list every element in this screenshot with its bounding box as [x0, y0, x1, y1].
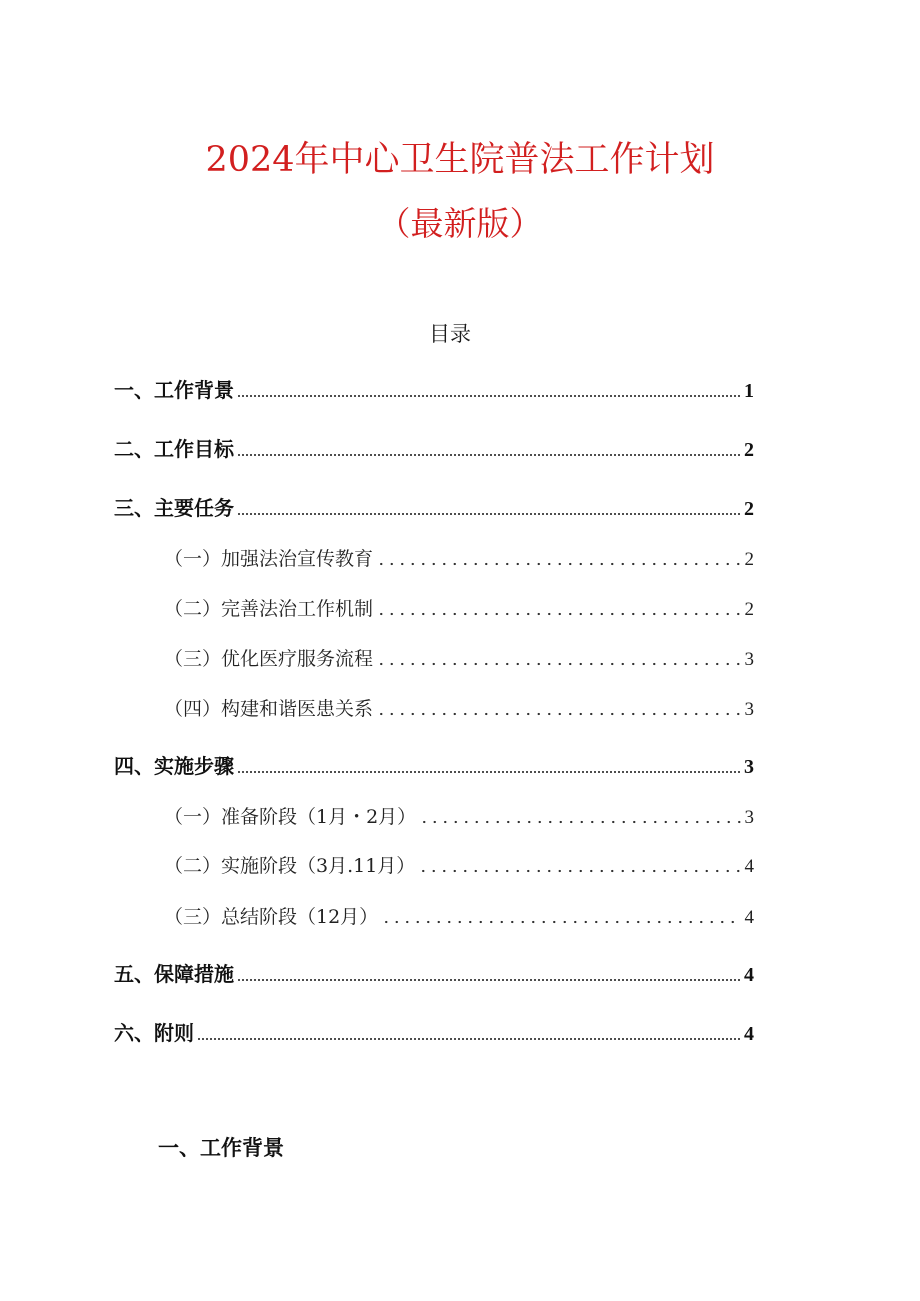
- toc-page-number: 2: [744, 549, 754, 570]
- toc-page-number: 4: [744, 907, 754, 928]
- toc-page-number: 4: [744, 1023, 754, 1045]
- toc-leader: [381, 920, 741, 924]
- toc-leader: [419, 820, 741, 824]
- toc-leader: [237, 394, 741, 398]
- toc-entry[interactable]: [114, 492, 754, 521]
- toc-entry[interactable]: [114, 433, 754, 462]
- toc-entry-label: 一、工作背景: [114, 378, 234, 402]
- toc-subentry[interactable]: [164, 594, 754, 621]
- toc-subentry[interactable]: [164, 851, 754, 878]
- toc-leader: [418, 869, 741, 873]
- toc-entry-label: （三）总结阶段（12月）: [164, 906, 379, 928]
- toc-entry[interactable]: [114, 958, 754, 987]
- toc-page-number: 3: [744, 807, 754, 828]
- toc-leader: [376, 612, 741, 616]
- toc-leader: [376, 662, 741, 666]
- toc-subentry[interactable]: [164, 644, 754, 671]
- toc-entry-label: 四、实施步骤: [114, 754, 234, 778]
- toc-leader: [237, 978, 741, 982]
- toc-subentry[interactable]: [164, 802, 754, 829]
- toc-entry[interactable]: [114, 374, 754, 403]
- toc-heading: 目录: [429, 322, 471, 346]
- toc-page-number: 4: [744, 964, 754, 986]
- toc-entry-label: 二、工作目标: [114, 437, 234, 461]
- toc-subentry[interactable]: [164, 902, 754, 929]
- toc-page-number: 3: [744, 756, 754, 778]
- toc-entry-label: （二）实施阶段（3月.11月）: [164, 855, 416, 877]
- toc-leader: [237, 512, 741, 516]
- toc-entry-label: （二）完善法治工作机制: [164, 598, 374, 620]
- document-subtitle: （最新版）: [377, 204, 543, 243]
- toc-page-number: 2: [744, 498, 754, 520]
- toc-entry-label: （一）准备阶段（1月・2月）: [164, 806, 417, 828]
- toc-subentry[interactable]: [164, 544, 754, 571]
- toc-leader: [376, 712, 741, 716]
- toc-leader: [197, 1037, 741, 1041]
- toc-leader: [237, 770, 741, 774]
- toc-page-number: 4: [744, 856, 754, 877]
- toc-entry-label: （一）加强法治宣传教育: [164, 548, 374, 570]
- toc-page-number: 3: [744, 649, 754, 670]
- toc-page-number: 2: [744, 439, 754, 461]
- toc-leader: [376, 562, 741, 566]
- toc-leader: [237, 453, 741, 457]
- toc-entry-label: 三、主要任务: [114, 496, 234, 520]
- toc-entry-label: 五、保障措施: [114, 962, 234, 986]
- section-heading: 一、工作背景: [158, 1136, 284, 1160]
- toc-entry-label: 六、附则: [114, 1021, 194, 1045]
- toc-page-number: 3: [744, 699, 754, 720]
- toc-page-number: 2: [744, 599, 754, 620]
- document-title: 2024年中心卫生院普法工作计划: [205, 140, 715, 180]
- toc-entry-label: （三）优化医疗服务流程: [164, 648, 374, 670]
- toc-entry[interactable]: [114, 750, 754, 779]
- toc-page-number: 1: [744, 380, 754, 402]
- toc-subentry[interactable]: [164, 694, 754, 721]
- toc-entry-label: （四）构建和谐医患关系: [164, 698, 374, 720]
- toc-entry[interactable]: [114, 1017, 754, 1046]
